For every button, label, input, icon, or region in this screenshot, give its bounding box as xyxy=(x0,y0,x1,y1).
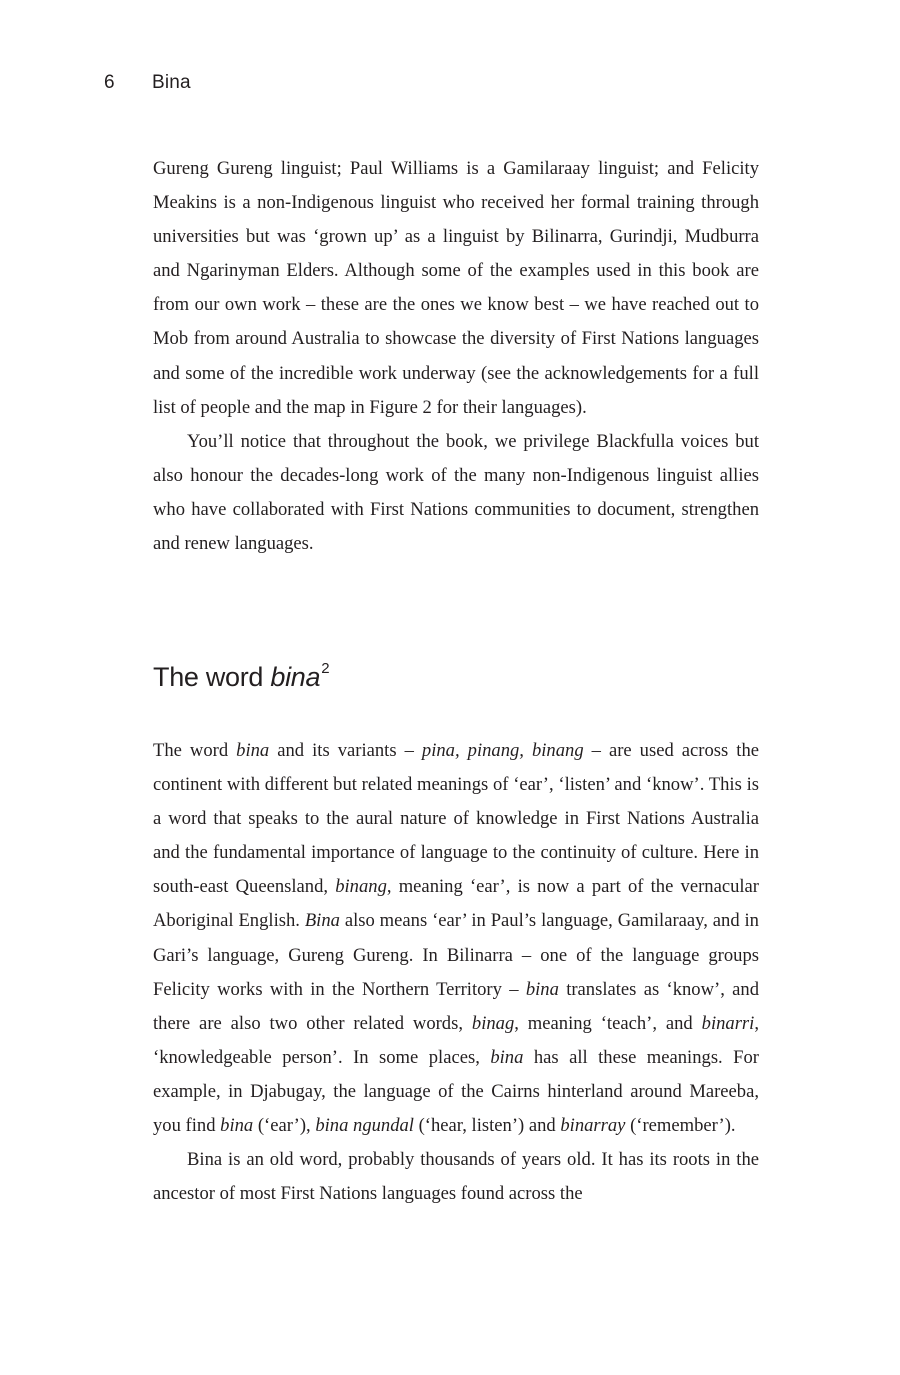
text-run: , ‘knowledgeable person’. In some places, xyxy=(153,1012,759,1068)
text-run: , meaning ‘ear’, is now a part of the vernacular Aboriginal English. xyxy=(153,876,759,932)
italic-term: bina xyxy=(220,1115,254,1137)
running-head xyxy=(104,72,191,94)
paragraph xyxy=(153,1143,759,1211)
text-run: , meaning ‘teach’, and xyxy=(514,1012,702,1034)
footnote-marker: 2 xyxy=(321,660,330,677)
italic-term: bina xyxy=(490,1046,524,1068)
italic-term: binang xyxy=(335,876,387,898)
page-number: 6 xyxy=(104,72,115,93)
running-title: Bina xyxy=(152,72,191,93)
text-run: and its variants – xyxy=(269,740,422,761)
text-run: has all these meanings. For example, in Djabugay, the language of the Cairns hinterland around Mareeba, you find xyxy=(153,1046,759,1137)
text-run: You’ll notice that throughout the book, we privilege Blackfulla voices but also honour the decades-long work of the many non-Indigenous linguist allies who have collaborated with First Nations communities to document, strengthen and renew languages. xyxy=(153,430,759,555)
heading-italic-word: bina xyxy=(270,662,321,692)
text-run: – are used across the continent with different but related meanings of ‘ear’, ‘listen’ and ‘know’. This is a word that speaks to the aural nature of knowledge in First Nations Australia and the fundamental importance of language to the continuity of culture. Here in south-east Queensland, xyxy=(153,740,759,898)
text-run: (‘remember’). xyxy=(625,1115,736,1137)
heading-prefix: The word xyxy=(153,662,271,692)
paragraph xyxy=(153,425,759,561)
italic-term: Bina xyxy=(304,910,340,932)
text-run: (‘hear, listen’) and xyxy=(413,1115,561,1137)
italic-term: bina ngundal xyxy=(315,1115,414,1137)
paragraph xyxy=(153,734,759,1143)
italic-term: pina, pinang, binang xyxy=(421,740,584,761)
paragraph xyxy=(153,152,759,425)
italic-term: bina xyxy=(236,740,270,761)
text-run: (‘ear’), xyxy=(253,1115,316,1137)
italic-term: binarray xyxy=(560,1115,626,1137)
italic-term: binag xyxy=(471,1012,515,1034)
text-run: The word xyxy=(153,740,237,761)
section-heading xyxy=(153,662,329,693)
italic-term: bina xyxy=(525,978,559,1000)
text-run: Gureng Gureng linguist; Paul Williams is a Gamilaraay linguist; and Felicity Meakins is a non-Indigenous linguist who received her formal training through universities but was ‘grown up’ as a linguist by Bilinarra, Gurindji, Mudburra and Ngarinyman Elders. Although some of the examples used in this book are from our own work – these are the ones we know best – we have reached out to Mob from around Australia to showcase the diversity of First Nations languages and some of the incredible work underway (see the acknowledgements for a full list of people and the map in Figure 2 for their languages). xyxy=(153,158,759,418)
italic-term: binarri xyxy=(701,1012,755,1034)
text-run: also means ‘ear’ in Paul’s language, Gamilaraay, and in Gari’s language, Gureng Gureng. In Bilinarra – one of the language groups Felicity works with in the Northern Territory – xyxy=(153,910,759,1000)
text-run: Bina is an old word, probably thousands of years old. It has its roots in the ancestor of most First Nations languages found across the xyxy=(153,1149,759,1205)
body-text-bottom xyxy=(153,734,759,1211)
body-text-top xyxy=(153,152,759,561)
text-run: translates as ‘know’, and there are also two other related words, xyxy=(153,978,760,1034)
